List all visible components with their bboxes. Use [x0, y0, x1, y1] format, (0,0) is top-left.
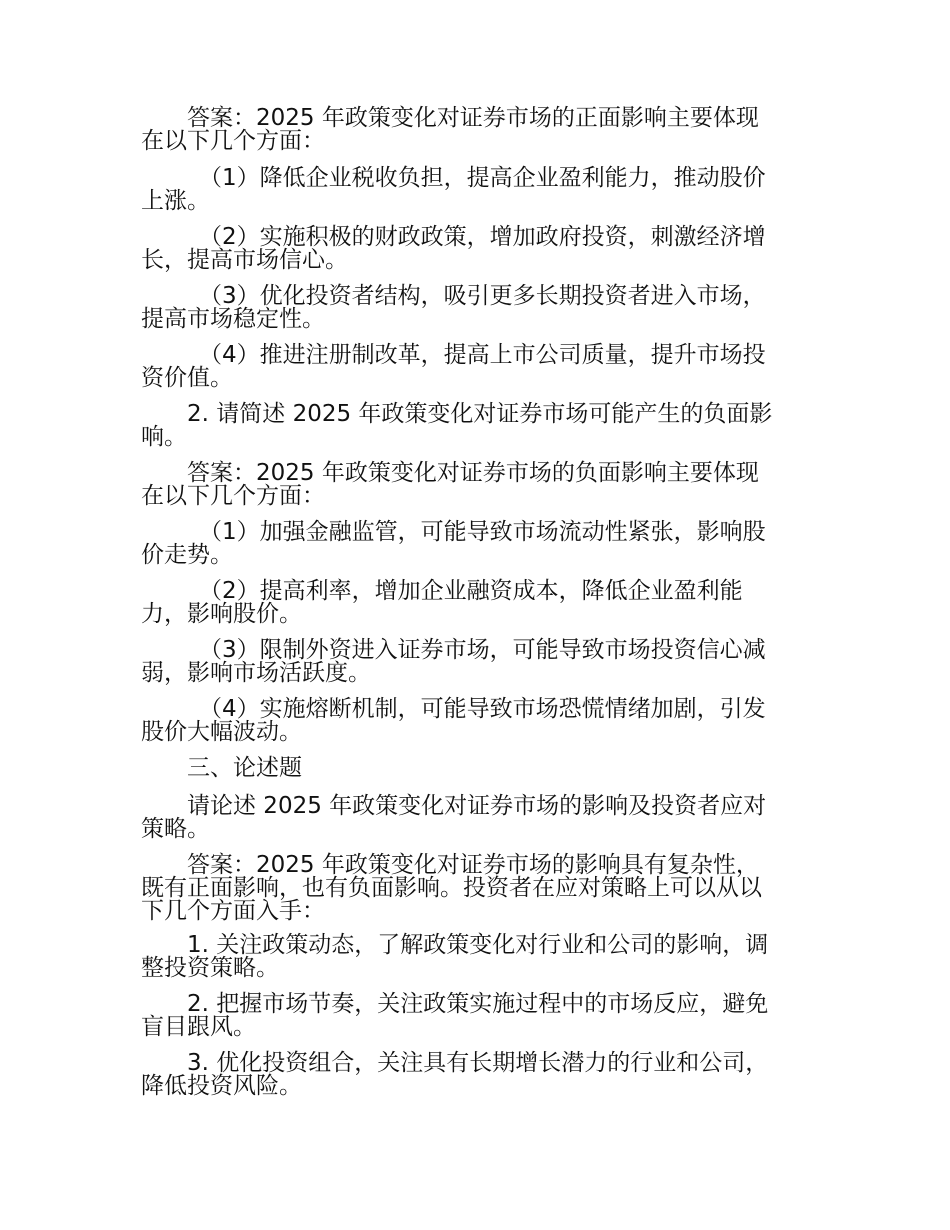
list-item-positive-3: [141, 285, 821, 331]
paragraph-line: 降低投资风险。: [141, 1073, 302, 1099]
answer-paragraph-2: [141, 462, 821, 508]
essay-answer: [141, 854, 821, 923]
paragraph-line: 答案：2025 年政策变化对证券市场的影响具有复杂性，: [187, 852, 759, 878]
paragraph-line: 提高市场稳定性。: [141, 306, 325, 332]
paragraph-line: 策略。: [141, 816, 210, 842]
paragraph-line: 价走势。: [141, 542, 233, 568]
paragraph-line: 长，提高市场信心。: [141, 247, 348, 273]
list-item-positive-1: [141, 167, 821, 213]
answer-paragraph-1: [141, 107, 821, 153]
paragraph-line: 力，影响股价。: [141, 601, 302, 627]
paragraph-line: （4）推进注册制改革，提高上市公司质量，提升市场投: [199, 342, 766, 368]
question-2: [141, 403, 821, 449]
paragraph-line: （1）降低企业税收负担，提高企业盈利能力，推动股价: [199, 165, 766, 191]
paragraph-line: 三、论述题: [187, 755, 302, 781]
strategy-item-1: [141, 934, 821, 980]
section-heading: [141, 757, 821, 780]
paragraph-line: 1. 关注政策动态，了解政策变化对行业和公司的影响，调: [187, 932, 769, 958]
paragraph-line: 在以下几个方面：: [141, 483, 325, 509]
paragraph-line: 下几个方面入手：: [141, 898, 325, 924]
list-item-negative-4: [141, 698, 821, 744]
paragraph-line: 响。: [141, 424, 187, 450]
paragraph-line: 盲目跟风。: [141, 1014, 256, 1040]
strategy-item-2: [141, 993, 821, 1039]
paragraph-line: 2. 请简述 2025 年政策变化对证券市场可能产生的负面影: [187, 401, 773, 427]
paragraph-line: 3. 优化投资组合，关注具有长期增长潜力的行业和公司，: [187, 1050, 769, 1076]
paragraph-line: （3）限制外资进入证券市场，可能导致市场投资信心减: [199, 637, 766, 663]
essay-question: [141, 795, 821, 841]
list-item-positive-4: [141, 344, 821, 390]
paragraph-line: 2. 把握市场节奏，关注政策实施过程中的市场反应，避免: [187, 991, 769, 1017]
paragraph-line: 在以下几个方面：: [141, 128, 325, 154]
paragraph-line: 弱，影响市场活跃度。: [141, 660, 371, 686]
paragraph-line: 答案：2025 年政策变化对证券市场的负面影响主要体现: [187, 460, 759, 486]
list-item-negative-1: [141, 521, 821, 567]
paragraph-line: （2）实施积极的财政政策，增加政府投资，刺激经济增: [199, 224, 766, 250]
paragraph-line: （3）优化投资者结构，吸引更多长期投资者进入市场，: [199, 283, 766, 309]
list-item-negative-3: [141, 639, 821, 685]
paragraph-line: 既有正面影响，也有负面影响。投资者在应对策略上可以从以: [141, 875, 762, 901]
list-item-positive-2: [141, 226, 821, 272]
paragraph-line: （1）加强金融监管，可能导致市场流动性紧张，影响股: [199, 519, 766, 545]
list-item-negative-2: [141, 580, 821, 626]
strategy-item-3: [141, 1052, 821, 1098]
paragraph-line: 资价值。: [141, 365, 233, 391]
paragraph-line: （4）实施熔断机制，可能导致市场恐慌情绪加剧，引发: [199, 696, 766, 722]
paragraph-line: 上涨。: [141, 188, 210, 214]
paragraph-line: 请论述 2025 年政策变化对证券市场的影响及投资者应对: [187, 793, 767, 819]
paragraph-line: 答案：2025 年政策变化对证券市场的正面影响主要体现: [187, 105, 759, 131]
paragraph-line: （2）提高利率，增加企业融资成本，降低企业盈利能: [199, 578, 743, 604]
paragraph-line: 股价大幅波动。: [141, 719, 302, 745]
paragraph-line: 整投资策略。: [141, 955, 279, 981]
